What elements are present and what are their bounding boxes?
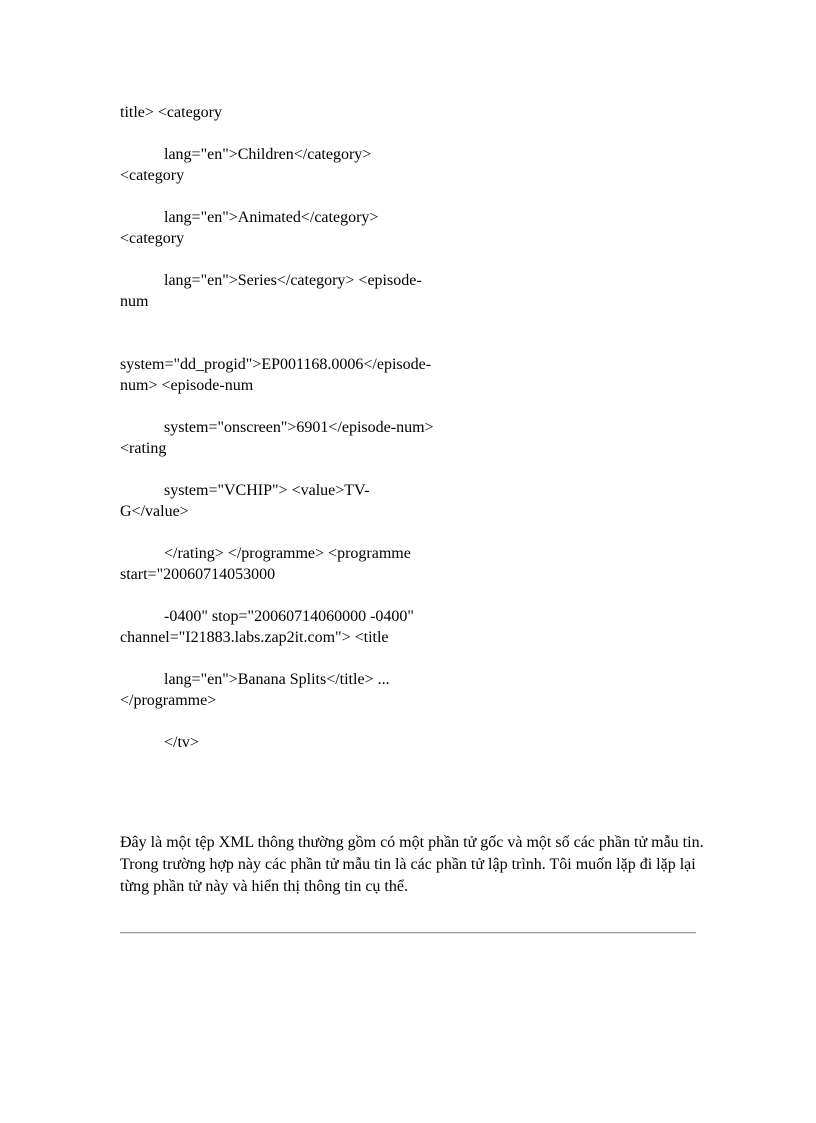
code-line: <category: [120, 167, 185, 184]
code-line: lang="en">Series</category> <episode-: [164, 272, 422, 289]
code-line: num> <episode-num: [120, 377, 254, 394]
code-line: lang="en">Children</category>: [164, 146, 372, 163]
code-line: G</value>: [120, 503, 189, 520]
code-line: <category: [120, 230, 185, 247]
code-line: -0400" stop="20060714060000 -0400": [164, 608, 414, 625]
code-line: system="VCHIP"> <value>TV-: [164, 482, 370, 499]
horizontal-divider: [120, 932, 696, 934]
code-line: title> <category: [120, 104, 223, 121]
code-line: system="dd_progid">EP001168.0006</episode-: [120, 356, 432, 373]
code-line: num: [120, 293, 149, 310]
code-line: </programme>: [120, 692, 217, 709]
xml-code-block: [120, 102, 540, 753]
code-line: channel="I21883.labs.zap2it.com"> <title: [120, 629, 389, 646]
code-line: lang="en">Animated</category>: [164, 209, 379, 226]
code-line: </rating> </programme> <programme: [164, 545, 411, 562]
code-line: start="20060714053000: [120, 566, 276, 583]
body-paragraph: Đây là một tệp XML thông thường gồm có một phần tử gốc và một số các phần tử mẫu tin. Trong trường hợp này các phần tử mẫu tin là các phần tử lập trình. Tôi muốn lặp đi lặp lại từng phần tử này và hiển thị thông tin cụ thể.: [120, 834, 704, 895]
code-line: system="onscreen">6901</episode-num>: [164, 419, 434, 436]
code-line: </tv>: [164, 734, 199, 751]
code-line: lang="en">Banana Splits</title> ...: [164, 671, 390, 688]
code-line: <rating: [120, 440, 167, 457]
